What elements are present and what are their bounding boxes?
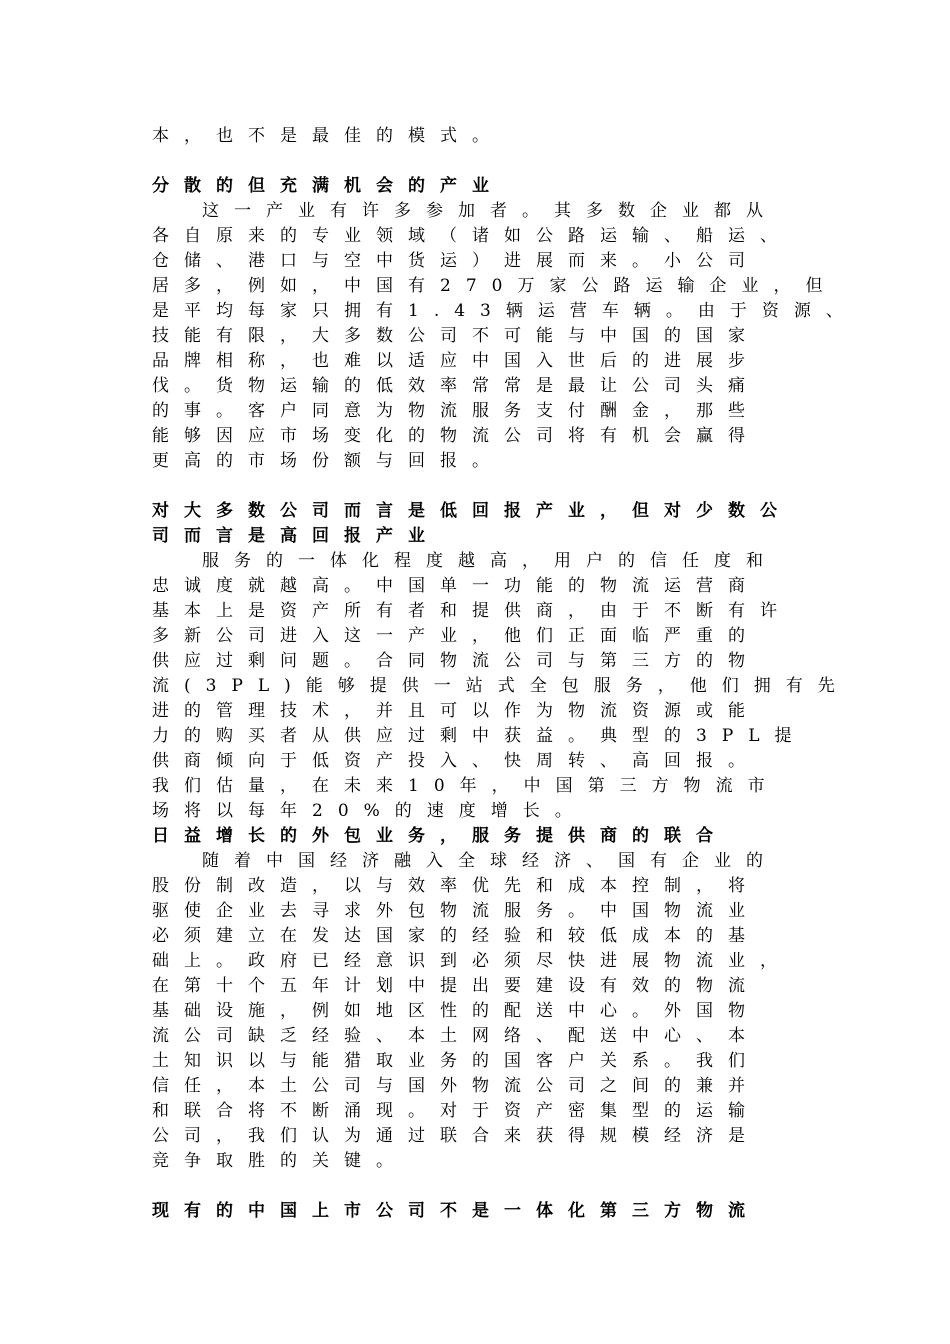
body-line: 居多，例如，中国有270万家公路运输企业，但 [152, 276, 838, 296]
spacer [152, 149, 802, 174]
body-line: 竞争取胜的关键。 [152, 1151, 408, 1171]
body-line: 和联合将不断涌现。对于资产密集型的运输 [152, 1101, 760, 1121]
body-line: 必须建立在发达国家的经验和较低成本的基 [152, 926, 760, 946]
body-line: 场将以每年20%的速度增长。 [152, 801, 587, 821]
spacer [152, 1174, 802, 1199]
body-line: 随着中国经济融入全球经济、国有企业的 [202, 851, 778, 871]
body-line: 土知识以与能猎取业务的国客户关系。我们 [152, 1051, 760, 1071]
body-line: 服务的一体化程度越高，用户的信任度和 [202, 551, 778, 571]
document-page [152, 124, 858, 1224]
body-line: 驱使企业去寻求外包物流服务。中国物流业 [152, 901, 760, 921]
section-heading: 日益增长的外包业务，服务提供商的联合 [152, 826, 728, 846]
body-line: 供应过剩问题。合同物流公司与第三方的物 [152, 651, 760, 671]
body-line: 流公司缺乏经验、本土网络、配送中心、本 [152, 1026, 760, 1046]
body-line: 这一产业有许多参加者。其多数企业都从 [202, 201, 778, 221]
body-line: 在第十个五年计划中提出要建设有效的物流 [152, 976, 760, 996]
body-line: 基本上是资产所有者和提供商，由于不断有许 [152, 601, 792, 621]
body-line: 仓储、港口与空中货运）进展而来。小公司 [152, 251, 760, 271]
section-heading: 对大多数公司而言是低回报产业，但对少数公 [152, 501, 792, 521]
body-line: 流(3PL)能够提供一站式全包服务，他们拥有先 [152, 676, 850, 696]
body-line: 的事。客户同意为物流服务支付酬金，那些 [152, 401, 760, 421]
body-line: 股份制改造，以与效率优先和成本控制，将 [152, 876, 760, 896]
body-line: 信任，本土公司与国外物流公司之间的兼并 [152, 1076, 760, 1096]
section-heading: 司而言是高回报产业 [152, 526, 440, 546]
section-heading: 现有的中国上市公司不是一体化第三方物流 [152, 1201, 760, 1221]
section-heading: 分散的但充满机会的产业 [152, 176, 504, 196]
body-line: 技能有限，大多数公司不可能与中国的国家 [152, 326, 760, 346]
body-line: 进的管理技术，并且可以作为物流资源或能 [152, 701, 760, 721]
body-line: 是平均每家只拥有1.43辆运营车辆。由于资源、 [152, 301, 858, 321]
body-line: 伐。货物运输的低效率常常是最让公司头痛 [152, 376, 760, 396]
body-line: 各自原来的专业领域（诸如公路运输、船运、 [152, 226, 792, 246]
body-line: 供商倾向于低资产投入、快周转、高回报。 [152, 751, 760, 771]
body-line: 多新公司进入这一产业，他们正面临严重的 [152, 626, 760, 646]
intro-line: 本，也不是最佳的模式。 [152, 126, 504, 146]
spacer [152, 474, 802, 499]
body-line: 更高的市场份额与回报。 [152, 451, 504, 471]
body-line: 能够因应市场变化的物流公司将有机会赢得 [152, 426, 760, 446]
body-line: 力的购买者从供应过剩中获益。典型的3PL提 [152, 726, 807, 746]
body-line: 我们估量，在未来10年，中国第三方物流市 [152, 776, 780, 796]
body-line: 品牌相称，也难以适应中国入世后的进展步 [152, 351, 760, 371]
body-line: 基础设施，例如地区性的配送中心。外国物 [152, 1001, 760, 1021]
body-line: 础上。政府已经意识到必须尽快进展物流业， [152, 951, 792, 971]
body-line: 忠诚度就越高。中国单一功能的物流运营商 [152, 576, 760, 596]
body-line: 公司，我们认为通过联合来获得规模经济是 [152, 1126, 760, 1146]
